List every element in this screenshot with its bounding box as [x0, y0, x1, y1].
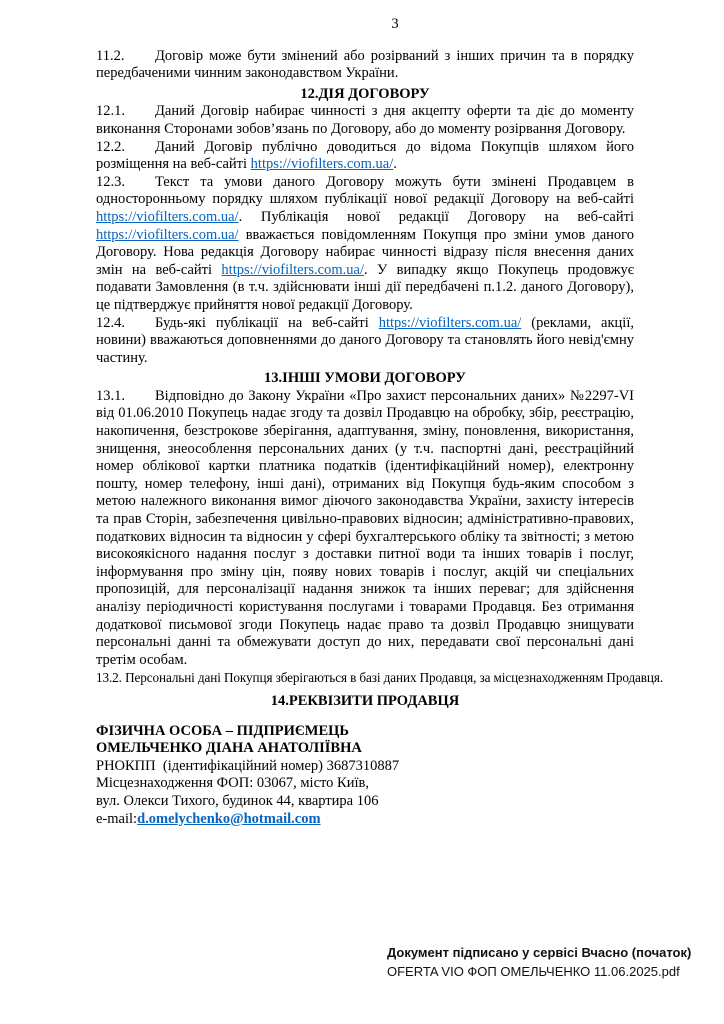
seller-address-line1 — [96, 775, 634, 793]
text-segment: (реклами, акції, новини) вважаються доповненнями до даного Договору та становлять його невід'ємну частину. — [96, 314, 634, 366]
clause-12-3 — [96, 174, 634, 315]
text-segment: Будь-які публікації на веб-сайті — [155, 314, 379, 331]
text-segment: Текст та умови даного Договору можуть бути змінені Продавцем в односторонньому порядку шляхом публікації нової редакції Договору на веб-сайті — [96, 173, 634, 208]
document-body — [96, 47, 664, 829]
text-segment: 13.2. Персональні дані Покупця зберігаються в базі даних Продавця, за місцезнаходженням Продавця. — [96, 670, 664, 686]
paragraph-number: 13.1. — [96, 387, 125, 404]
text-segment: e-mail: — [96, 810, 138, 827]
paragraph-number: 12.3. — [96, 173, 125, 190]
text-segment: Відповідно до Закону України «Про захист персональних даних» №2297-VI від 01.06.2010 Покупець надає згоду та дозвіл Продавцю на обробку, збір, реєстрацію, накопичення, безстрокове зберігання, адаптування, зміну, поновлення, використання, знищення, знеособлення персональних даних (у т.ч. паспортні дані, реєстраційний номер облікової картки платника податків (ідентифікаційний номер), електронну пошту, номер телефону, інші дані), отриманих від Покупця будь-яким способом з метою належного виконання вимог діючого законодавства України, захисту інтересів та прав Сторін, забезпечення цивільно-правових відносин; адміністративно-правових, податкових відносин та відносин у сфері бухгалтерського обліку та звітності; з метою високоякісного надання послуг з доставки питної води та інших товарів і послуг, інформування про зміну цін, появу нових товарів і послуг, акцій чи спеціальних пропозицій, для персоналізації надання знижок та інших переваг; для здійснення аналізу періодичності користування послугами і товарами Продавця. Без отримання додаткової письмової згоди Покупець надає право та дозвіл Продавцю знищувати персональні данні та обмежувати доступ до них, передавати свої персональні дані третім особам. — [96, 387, 634, 668]
text-segment: . Публікація нової редакції Договору на веб-сайті — [238, 208, 634, 225]
seller-address-line2 — [96, 793, 634, 811]
clause-13-1 — [96, 388, 634, 670]
paragraph-number: 12.1. — [96, 103, 125, 120]
text-segment: ОМЕЛЬЧЕНКО ДІАНА АНАТОЛІЇВНА — [96, 740, 362, 757]
clause-12-1 — [96, 103, 634, 138]
seller-name — [96, 740, 634, 758]
paragraph-number: 11.2. — [96, 47, 125, 64]
paragraph-number: 12.2. — [96, 138, 125, 155]
viofilters-link[interactable]: https://viofilters.com.ua/ — [378, 314, 522, 331]
text-segment: . У випадку якщо Покупець продовжує подавати Замовлення (в т.ч. здійснювати інші дії передбачені п.1.2. даного Договору), це підтверджує прийняття нової редакції Договору. — [96, 261, 634, 313]
section-14-heading: 14.РЕКВІЗИТИ ПРОДАВЦЯ — [270, 692, 460, 709]
clause-12-2 — [96, 139, 634, 174]
text-segment: вважається повідомленням Покупця про зміни умов даного Договору. Нова редакція Договору набирає чинності відразу після внесення даних змін на веб-сайті — [96, 226, 634, 278]
section-12-heading: 12.ДІЯ ДОГОВОРУ — [300, 85, 430, 102]
text-segment: вул. Олекси Тихого, будинок 44, квартира 106 — [96, 792, 379, 809]
section-13-heading: 13.ІНШІ УМОВИ ДОГОВОРУ — [264, 370, 466, 387]
document-content — [96, 16, 664, 828]
clause-12-4 — [96, 315, 634, 368]
clause-13-2 — [96, 669, 664, 687]
text-segment: ФІЗИЧНА ОСОБА – ПІДПРИЄМЕЦЬ — [96, 722, 349, 739]
viofilters-link[interactable]: https://viofilters.com.ua/ — [96, 226, 239, 243]
signature-file-name: OFERTA VIO ФОП ОМЕЛЬЧЕНКО 11.06.2025.pdf — [387, 963, 680, 979]
signature-footer — [387, 944, 691, 981]
signature-service-note: Документ підписано у сервісі Вчасно (початок) — [387, 945, 692, 960]
text-segment: РНОКПП (ідентифікаційний номер) 3687310887 — [96, 757, 400, 774]
seller-entity-type — [96, 723, 634, 741]
seller-tax-id — [96, 758, 634, 776]
text-segment: Даний Договір публічно доводиться до відома Покупців шляхом його розміщення на веб-сайті — [96, 138, 634, 173]
viofilters-link[interactable]: https://viofilters.com.ua/ — [96, 208, 239, 225]
text-segment: Місцезнаходження ФОП: 03067, місто Київ, — [96, 775, 369, 792]
viofilters-link[interactable]: https://viofilters.com.ua/ — [250, 156, 394, 173]
paragraph-number: 12.4. — [96, 314, 125, 331]
text-segment: Договір може бути змінений або розірваний з інших причин та в порядку передбаченими чинним законодавством України. — [96, 47, 634, 82]
text-segment: . — [393, 156, 397, 173]
page-number: 3 — [391, 16, 399, 32]
clause-11-2 — [96, 48, 634, 83]
text-segment: Даний Договір набирає чинності з дня акцепту оферти та діє до моменту виконання Сторонами зобов’язань по Договору, або до моменту розірвання Договору. — [96, 103, 634, 137]
seller-email — [96, 811, 634, 829]
email-link[interactable]: d.omelychenko@hotmail.com — [137, 810, 321, 827]
viofilters-link[interactable]: https://viofilters.com.ua/ — [221, 261, 364, 278]
